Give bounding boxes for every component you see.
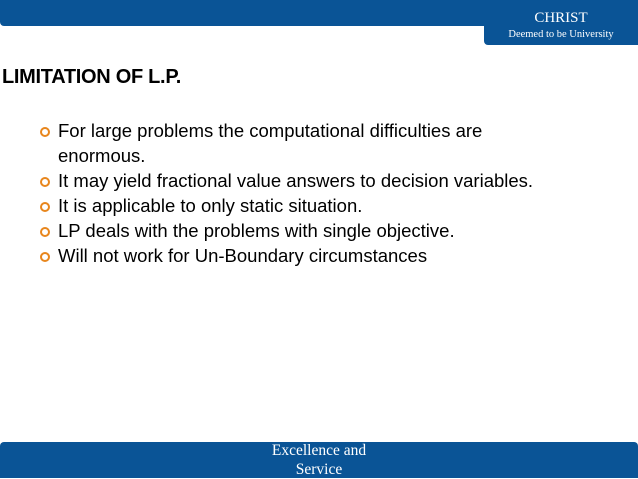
- bullet-text: It is applicable to only static situation.: [58, 195, 363, 216]
- slide-title: LIMITATION OF L.P.: [2, 66, 182, 88]
- logo-name: CHRIST: [534, 10, 588, 26]
- university-logo: [484, 0, 638, 45]
- bullet-item: [40, 218, 560, 243]
- ring-bullet-icon: [40, 227, 50, 237]
- bullet-item: [40, 118, 560, 168]
- bullet-item: [40, 168, 560, 193]
- footer-line-1: Excellence and: [271, 442, 367, 459]
- bullet-list: [40, 118, 560, 268]
- bullet-text: LP deals with the problems with single objective.: [58, 220, 455, 241]
- ring-bullet-icon: [40, 252, 50, 262]
- bullet-text: Will not work for Un-Boundary circumstances: [58, 245, 428, 266]
- ring-bullet-icon: [40, 177, 50, 187]
- bullet-text: For large problems the computational difficulties are enormous.: [58, 120, 483, 166]
- ring-bullet-icon: [40, 202, 50, 212]
- bullet-text: It may yield fractional value answers to decision variables.: [58, 170, 534, 191]
- ring-bullet-icon: [40, 127, 50, 137]
- bullet-item: [40, 243, 560, 268]
- footer-line-2: Service: [295, 461, 343, 478]
- footer-motto: [219, 441, 419, 479]
- logo-subtitle: Deemed to be University: [508, 29, 614, 40]
- bullet-item: [40, 193, 560, 218]
